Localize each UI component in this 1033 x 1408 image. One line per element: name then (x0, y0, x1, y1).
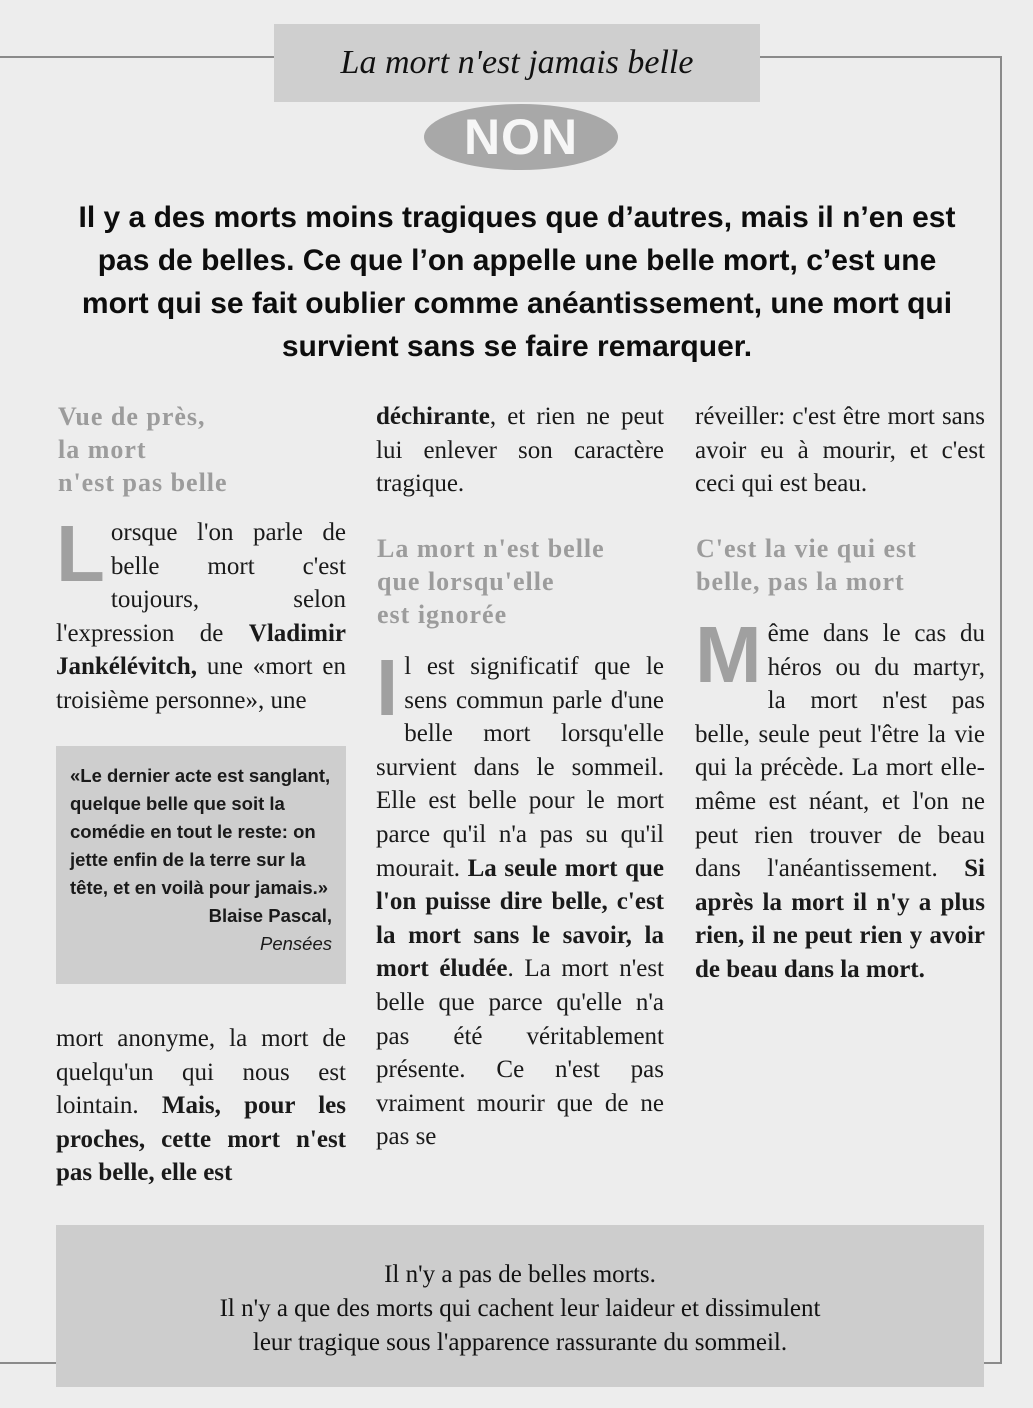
col3-heading-line: belle, pas la mort (696, 567, 905, 596)
col2-text-main (376, 643, 664, 1154)
col3-text-main (695, 610, 985, 987)
quote-work: Pensées (260, 933, 332, 954)
col1-p1-b: Vladimir Jankélévitch, (56, 619, 346, 681)
col2-text-top (376, 400, 664, 501)
col1-text-top (56, 509, 346, 718)
col1-heading (58, 400, 348, 499)
col2-heading (377, 532, 667, 631)
col3-heading (696, 532, 996, 598)
col1-heading-line: n'est pas belle (58, 468, 228, 497)
page-title: La mort n'est jamais belle (274, 24, 760, 102)
col1-heading-line: la mort (58, 435, 147, 464)
drop-cap-i: I (376, 643, 399, 732)
col2-p0-a: déchirante (376, 403, 490, 430)
col3-heading-line: C'est la vie qui est (696, 534, 917, 563)
drop-cap-m: M (695, 610, 762, 699)
drop-cap-l: L (56, 509, 105, 598)
col3-p1-b: Si après la mort il n'y a plus rien, il ne peut rien y avoir de beau dans la mort. (695, 855, 985, 983)
conclusion-box (56, 1225, 984, 1387)
conclusion-line: leur tragique sous l'apparence rassurante du sommeil. (252, 1329, 788, 1356)
col1-p2-b: Mais, pour les proches, cette mort n'est pas belle, elle est (56, 1092, 346, 1187)
col1-p2-a: mort anonyme, la mort de quelqu'un qui nous est lointain. (56, 1025, 346, 1120)
conclusion-line: Il n'y a que des morts qui cachent leur laideur et dissimulent (219, 1295, 821, 1322)
col1-p1-c: une «mort en troisième personne», une (56, 653, 346, 714)
col1-heading-line: Vue de près, (58, 402, 206, 431)
non-badge: NON (424, 104, 618, 170)
col2-p1-b: La seule mort que l'on puisse dire belle, c'est la mort sans le savoir, la mort éludée (376, 854, 664, 983)
col2-p1-c: . La mort n'est belle que parce qu'elle n'a pas été véritablement présente. Ce n'est pas vraiment mourir que de ne pas se (376, 955, 664, 1151)
quote-box (56, 746, 346, 984)
col1-p1-a: orsque l'on parle de belle mort c'est toujours, selon l'expression de (56, 519, 346, 647)
col2-p0-b: , et rien ne peut lui enlever son caractère tragique. (376, 403, 664, 498)
conclusion-line: Il n'y a pas de belles morts. (384, 1261, 656, 1288)
quote-author: Blaise Pascal, (208, 905, 332, 926)
col1-text-bottom (56, 1022, 346, 1190)
col3-p1-a: ême dans le cas du héros ou du martyr, la mort n'est pas belle, seule peut l'être la vie qui la précède. La mort elle-même est néant, et l'on ne peut rien trouver de beau dans l'anéantissement. (695, 620, 985, 883)
col2-p1-a: l est significatif que le sens commun parle d'une belle mort lorsqu'elle survient dans le sommeil. Elle est belle pour le mort parce qu'il n'a pas su qu'il mourait. (376, 653, 664, 882)
quote-text: «Le dernier acte est sanglant, quelque belle que soit la comédie en tout le reste: on jette enfin de la terre sur la tête, et en voilà pour jamais.» (70, 765, 331, 898)
col3-text-top (695, 400, 985, 501)
frame-line-right (1000, 56, 1002, 1364)
col2-heading-line: est ignorée (377, 600, 508, 629)
lead-paragraph: Il y a des morts moins tragiques que d’autres, mais il n’en est pas de belles. Ce que l’on appelle une belle mort, c’est une mort qui se fait oublier comme anéantissement, une mort qui survient sans se faire remarquer. (78, 201, 956, 363)
col3-p0: réveiller: c'est être mort sans avoir eu à mourir, et c'est ceci qui est beau. (695, 403, 985, 498)
col2-heading-line: que lorsqu'elle (377, 567, 555, 596)
col2-heading-line: La mort n'est belle (377, 534, 605, 563)
